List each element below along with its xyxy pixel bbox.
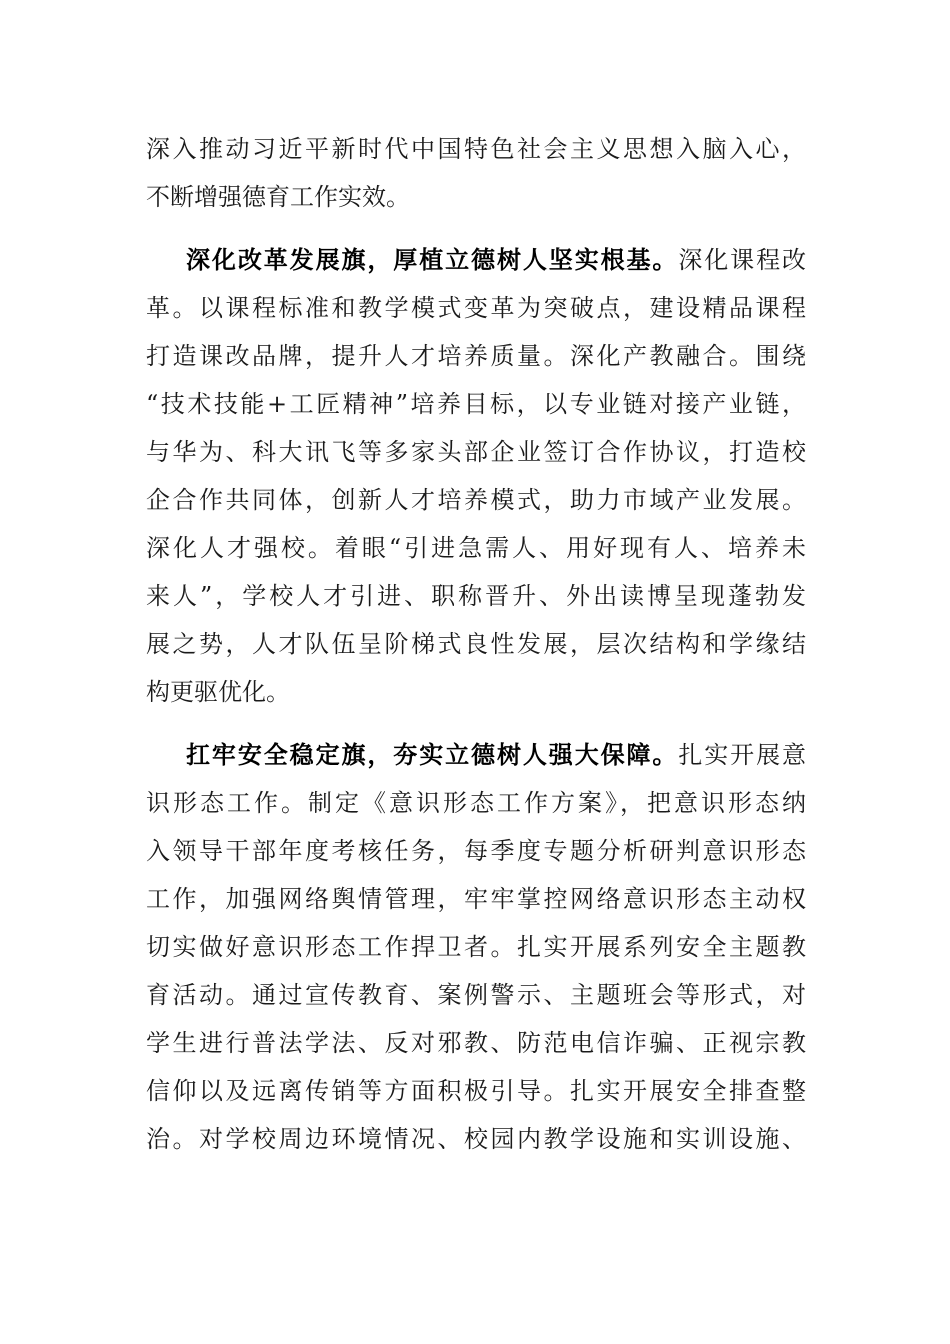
text-line: 革。以课程标准和教学模式变革为突破点，建设精品课程	[146, 294, 806, 322]
document-page	[146, 125, 806, 1163]
text-span: 深化课程改	[678, 246, 806, 274]
text-line: 深入推动习近平新时代中国特色社会主义思想入脑入心，	[146, 135, 806, 163]
text-line: 学生进行普法学法、反对邪教、防范电信诈骗、正视宗教	[146, 1029, 806, 1057]
text-line: 切实做好意识形态工作捍卫者。扎实开展系列安全主题教	[146, 933, 806, 961]
text-line: 构更驱优化。	[146, 678, 290, 706]
text-line: 识形态工作。制定《意识形态工作方案》，把意识形态纳	[146, 789, 806, 817]
section-heading: 扛牢安全稳定旗，夯实立德树人强大保障。	[186, 740, 679, 769]
text-line: 与华为、科大讯飞等多家头部企业签订合作协议，打造校	[146, 438, 806, 466]
text-line: 打造课改品牌，提升人才培养质量。深化产教融合。围绕	[146, 342, 806, 370]
text-line: 育活动。通过宣传教育、案例警示、主题班会等形式，对	[146, 981, 806, 1009]
text-line: 展之势，人才队伍呈阶梯式良性发展，层次结构和学缘结	[146, 630, 806, 658]
text-line: 工作，加强网络舆情管理，牢牢掌控网络意识形态主动权	[146, 885, 806, 913]
text-line: 企合作共同体，创新人才培养模式，助力市域产业发展。	[146, 486, 806, 514]
text-line: “技术技能+工匠精神”培养目标，以专业链对接产业链，	[146, 390, 806, 418]
text-line: 治。对学校周边环境情况、校园内教学设施和实训设施、	[146, 1125, 806, 1153]
paragraph-reform	[146, 236, 806, 716]
paragraph-intro	[146, 125, 806, 221]
text-line: 入领导干部年度考核任务，每季度专题分析研判意识形态	[146, 837, 806, 865]
text-line: 深化人才强校。着眼“引进急需人、用好现有人、培养未	[146, 534, 806, 562]
text-span: 扎实开展意	[678, 741, 806, 769]
paragraph-first-line	[146, 731, 806, 779]
section-heading: 深化改革发展旗，厚植立德树人坚实根基。	[186, 245, 679, 274]
text-line: 来人”，学校人才引进、职称晋升、外出读博呈现蓬勃发	[146, 582, 806, 610]
paragraph-first-line	[146, 236, 806, 284]
paragraph-safety	[146, 731, 806, 1163]
text-line: 不断增强德育工作实效。	[146, 183, 410, 211]
text-line: 信仰以及远离传销等方面积极引导。扎实开展安全排查整	[146, 1077, 806, 1105]
